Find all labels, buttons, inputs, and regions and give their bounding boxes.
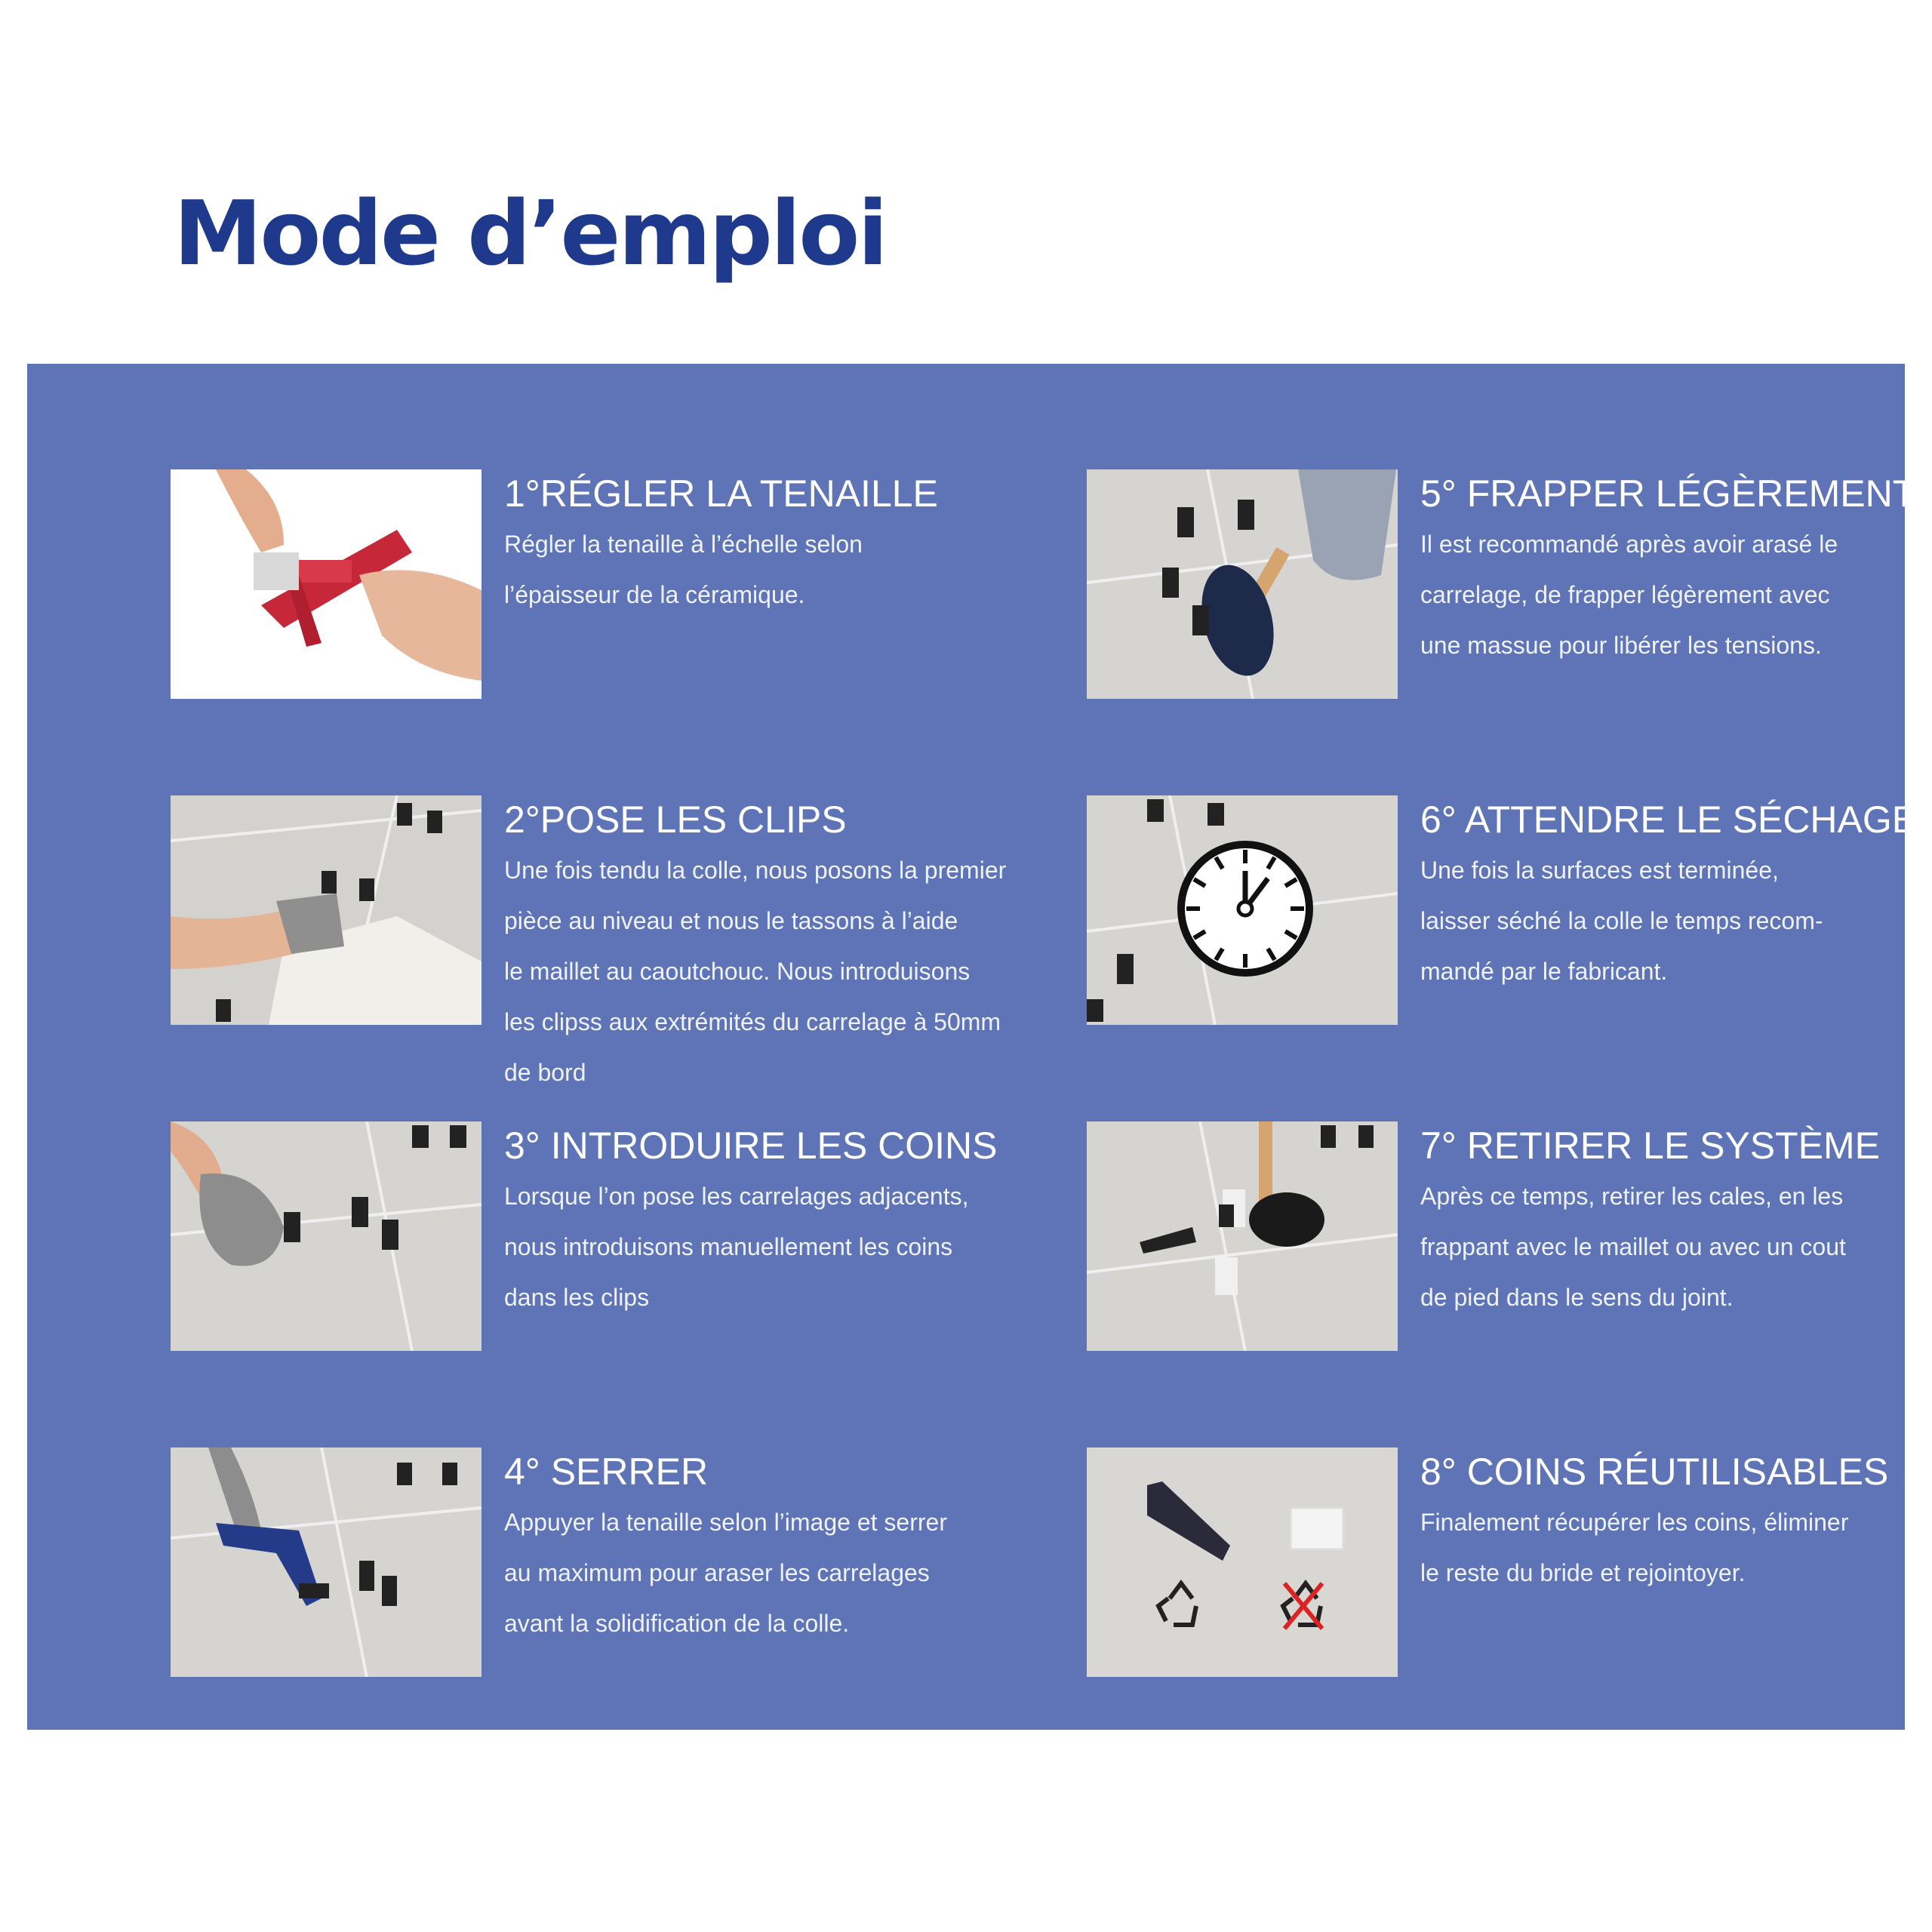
- step-description: [504, 1497, 1032, 1649]
- text-line: de bord: [504, 1059, 586, 1086]
- text-line: Appuyer la tenaille selon l’image et serrer: [504, 1509, 947, 1536]
- text-line: dans les clips: [504, 1284, 650, 1311]
- text-line: laisser séché la colle le temps recom-: [1420, 907, 1823, 934]
- text-line: frappant avec le maillet ou avec un cout: [1420, 1233, 1846, 1260]
- step-description: [504, 519, 1032, 620]
- wedge-insert-photo: [171, 1121, 481, 1351]
- step-title: 8° COINS RÉUTILISABLES: [1420, 1451, 1889, 1493]
- text-line: pièce au niveau et nous le tassons à l’aide: [504, 907, 958, 934]
- step-description: [1420, 1497, 1932, 1598]
- text-line: Régler la tenaille à l’échelle selon: [504, 531, 863, 558]
- pliers-photo: [171, 469, 481, 699]
- step-title: 1°RÉGLER LA TENAILLE: [504, 472, 938, 515]
- text-line: au maximum pour araser les carrelages: [504, 1559, 930, 1586]
- step-title: 4° SERRER: [504, 1451, 709, 1493]
- step-title: 7° RETIRER LE SYSTÈME: [1420, 1124, 1881, 1167]
- step-description: [1420, 1171, 1932, 1323]
- text-line: une massue pour libérer les tensions.: [1420, 632, 1822, 659]
- text-line: de pied dans le sens du joint.: [1420, 1284, 1734, 1311]
- text-line: avant la solidification de la colle.: [504, 1610, 850, 1637]
- mallet-photo: [1087, 469, 1398, 699]
- text-line: Une fois la surfaces est terminée,: [1420, 857, 1779, 884]
- step-description: [1420, 519, 1932, 671]
- text-line: Lorsque l’on pose les carrelages adjacents,: [504, 1183, 969, 1210]
- text-line: nous introduisons manuellement les coins: [504, 1233, 953, 1260]
- page-title: Mode d’emploi: [174, 181, 886, 285]
- step-title: 6° ATTENDRE LE SÉCHAGE: [1420, 798, 1918, 841]
- remove-system-photo: [1087, 1121, 1398, 1351]
- text-line: Après ce temps, retirer les cales, en les: [1420, 1183, 1844, 1210]
- text-line: le reste du bride et rejointoyer.: [1420, 1559, 1746, 1586]
- step-title: 2°POSE LES CLIPS: [504, 798, 847, 841]
- text-line: l’épaisseur de la céramique.: [504, 581, 805, 608]
- tile-clips-photo: [171, 795, 481, 1025]
- text-line: Il est recommandé après avoir arasé le: [1420, 531, 1838, 558]
- step-description: [1420, 845, 1932, 997]
- step-title: 3° INTRODUIRE LES COINS: [504, 1124, 998, 1167]
- text-line: le maillet au caoutchouc. Nous introduisons: [504, 958, 971, 985]
- text-line: carrelage, de frapper légèrement avec: [1420, 581, 1830, 608]
- text-line: les clipss aux extrémités du carrelage à 50mm: [504, 1008, 1001, 1035]
- text-line: mandé par le fabricant.: [1420, 958, 1668, 985]
- step-description: [504, 1171, 1032, 1323]
- pliers-tighten-photo: [171, 1447, 481, 1677]
- step-title: 5° FRAPPER LÉGÈREMENT: [1420, 472, 1916, 515]
- clock-icon: [1181, 844, 1309, 973]
- reusable-wedges-photo: [1087, 1447, 1398, 1677]
- text-line: Finalement récupérer les coins, éliminer: [1420, 1509, 1849, 1536]
- instructions-panel: [27, 364, 1918, 1730]
- text-line: Une fois tendu la colle, nous posons la premier: [504, 857, 1007, 884]
- step-description: [504, 845, 1032, 1098]
- drying-photo: [1087, 795, 1398, 1025]
